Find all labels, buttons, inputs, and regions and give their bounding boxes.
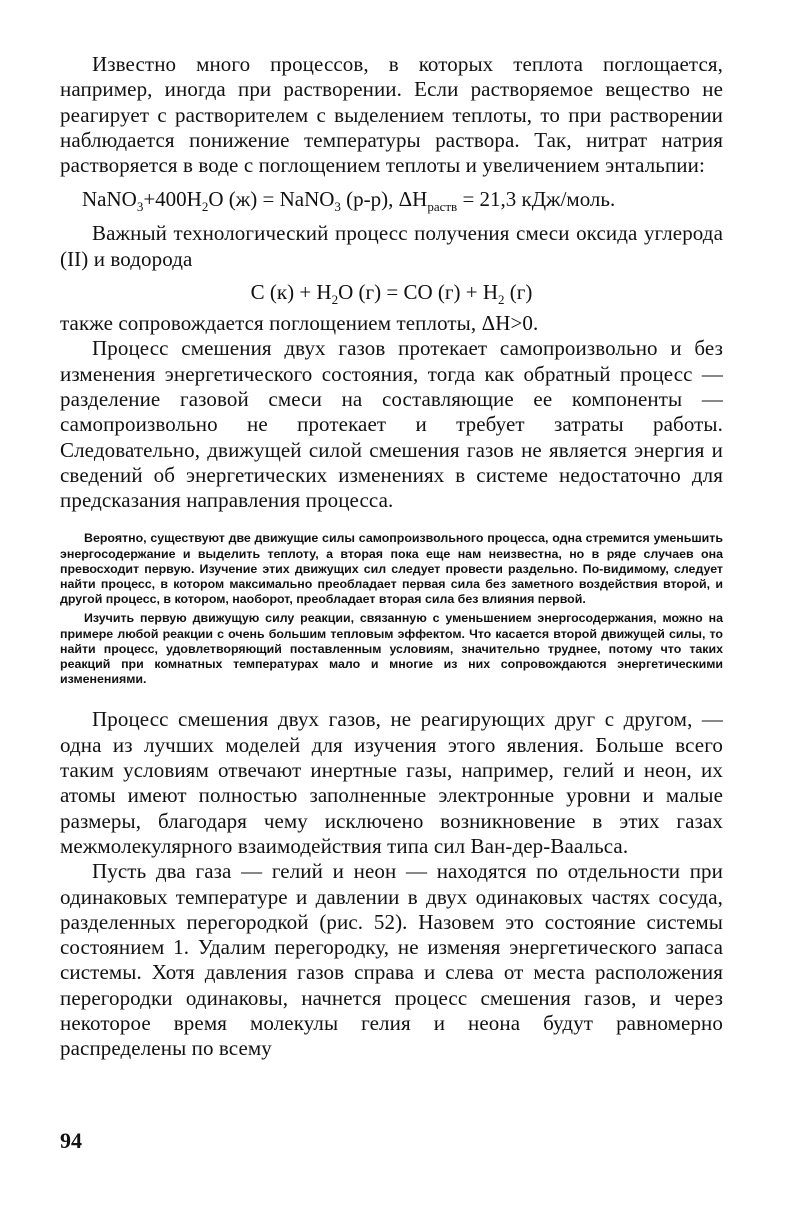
paragraph-heat-absorption: Известно много процессов, в которых теплота поглощается, например, иногда при растворении. Если растворяемое вещество не реагирует с растворителем с выделением теплоты, то при растворении наблюдается понижение температуры раствора. Так, нитрат натрия растворяется в воде с поглощением теплоты и увеличением энтальпии: xyxy=(60,52,723,178)
paragraph-helium-neon: Пусть два газа — гелий и неон — находятся по отдельности при одинаковых температуре и давлении в двух одинаковых частях сосуда, разделенных перегородкой (рис. 52). Назовем это состояние системы состоянием 1. Удалим перегородку, не изменяя энергетического запаса системы. Хотя давления газов справа и слева от места расположения перегородки одинаковы, начнется процесс смешения газов, и через некоторое время молекулы гелия и неона будут равномерно распределены по всему xyxy=(60,859,723,1061)
paragraph-inert-gases-model: Процесс смешения двух газов, не реагирующих друг с другом, — одна из лучших моделей для изучения этого явления. Больше всего таким условиям отвечают инертные газы, например, гелий и неон, их атомы имеют полностью заполненные электронные уровни и малые размеры, благодаря чему исключено возникновение в этих газах межмолекулярного взаимодействия типа сил Ван-дер-Ваальса. xyxy=(60,707,723,858)
paragraph-technological-process: Важный технологический процесс получения смеси оксида углерода (II) и водорода xyxy=(60,221,723,271)
page-number: 94 xyxy=(60,1128,82,1153)
note-first-driving-force: Изучить первую движущую силу реакции, связанную с уменьшением энергосодержания, можно на примере любой реакции с очень большим тепловым эффектом. Что касается второй движущей силы, то найти процесс, удовлетворяющий поставленным условиям, значительно труднее, потому что таких реакций при комнатных температурах мало и многие из них сопровождаются энергетическими изменениями. xyxy=(60,611,723,687)
equation-sodium-nitrate: $NaNO_3+400H_2O$ (ж) = NaNO$_3$ (р-р), $\Delta H_{раств} = 21,3$ кДж/моль. xyxy=(82,187,616,215)
paragraph-gas-mixing: Процесс смешения двух газов протекает самопроизвольно и без изменения энергетического состояния, тогда как обратный процесс — разделение газовой смеси на составляющие ее компоненты — самопроизвольно не протекает и требует затраты работы. Следовательно, движущей силой смешения газов не является энергия и сведений об энергетических изменениях в системе недостаточно для предсказания направления процесса. xyxy=(60,336,723,513)
note-block xyxy=(60,531,723,687)
note-two-driving-forces: Вероятно, существуют две движущие силы самопроизвольного процесса, одна стремится уменьшить энергосодержание и выделить теплоту, а вторая пока еще нам неизвестна, но в ряде случаев она превосходит первую. Изучение этих движущих сил следует провести раздельно. По-видимому, следует найти процесс, в котором максимально преобладает первая сила без заметного воздействия второй, и другой процесс, в котором, наоборот, преобладает вторая сила без влияния первой. xyxy=(60,531,723,607)
equation-water-gas: C $(к) + H_2O$ (г) = CO $(г) + H_2$ (г) xyxy=(250,280,533,308)
paragraph-enthalpy-positive: также сопровождается поглощением теплоты, ΔH>0. xyxy=(60,311,539,336)
page-content xyxy=(60,52,723,1062)
